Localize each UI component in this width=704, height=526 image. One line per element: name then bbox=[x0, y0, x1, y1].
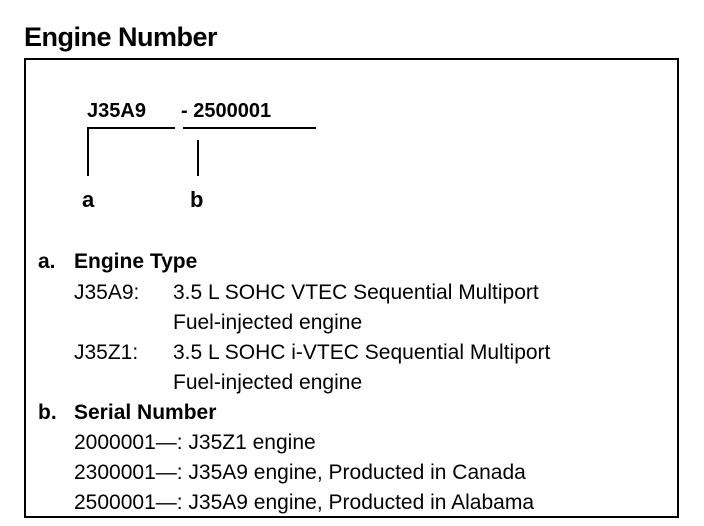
page-title: Engine Number bbox=[24, 22, 218, 52]
engine-type-code-2: J35Z1: bbox=[74, 341, 139, 364]
serial-range-1: 2000001—: J35Z1 engine bbox=[74, 431, 316, 454]
section-b-heading: Serial Number bbox=[74, 401, 217, 424]
section-b-marker: b. bbox=[38, 401, 57, 424]
engine-type-desc-1-line2: Fuel-injected engine bbox=[173, 311, 363, 334]
serial-range-3: 2500001—: J35A9 engine, Producted in Alabama bbox=[74, 491, 535, 514]
engine-number-diagram bbox=[0, 0, 704, 230]
engine-type-code: J35A9 bbox=[87, 100, 146, 122]
engine-type-desc-2-line1: 3.5 L SOHC i-VTEC Sequential Multiport bbox=[173, 341, 551, 364]
type-underline bbox=[87, 127, 175, 129]
serial-underline bbox=[183, 127, 316, 129]
type-leader-line bbox=[87, 127, 89, 176]
engine-type-desc-1-line1: 3.5 L SOHC VTEC Sequential Multiport bbox=[173, 281, 539, 304]
serial-range-2: 2300001—: J35A9 engine, Producted in Canada bbox=[74, 461, 526, 484]
engine-type-code-1: J35A9: bbox=[74, 281, 140, 304]
serial-leader-line bbox=[197, 140, 199, 176]
callout-a: a bbox=[82, 187, 95, 212]
callout-b: b bbox=[190, 187, 204, 212]
engine-serial-code: - 2500001 bbox=[181, 100, 272, 122]
section-a-marker: a. bbox=[38, 250, 56, 273]
engine-type-desc-2-line2: Fuel-injected engine bbox=[173, 371, 363, 394]
section-a-heading: Engine Type bbox=[74, 250, 198, 273]
